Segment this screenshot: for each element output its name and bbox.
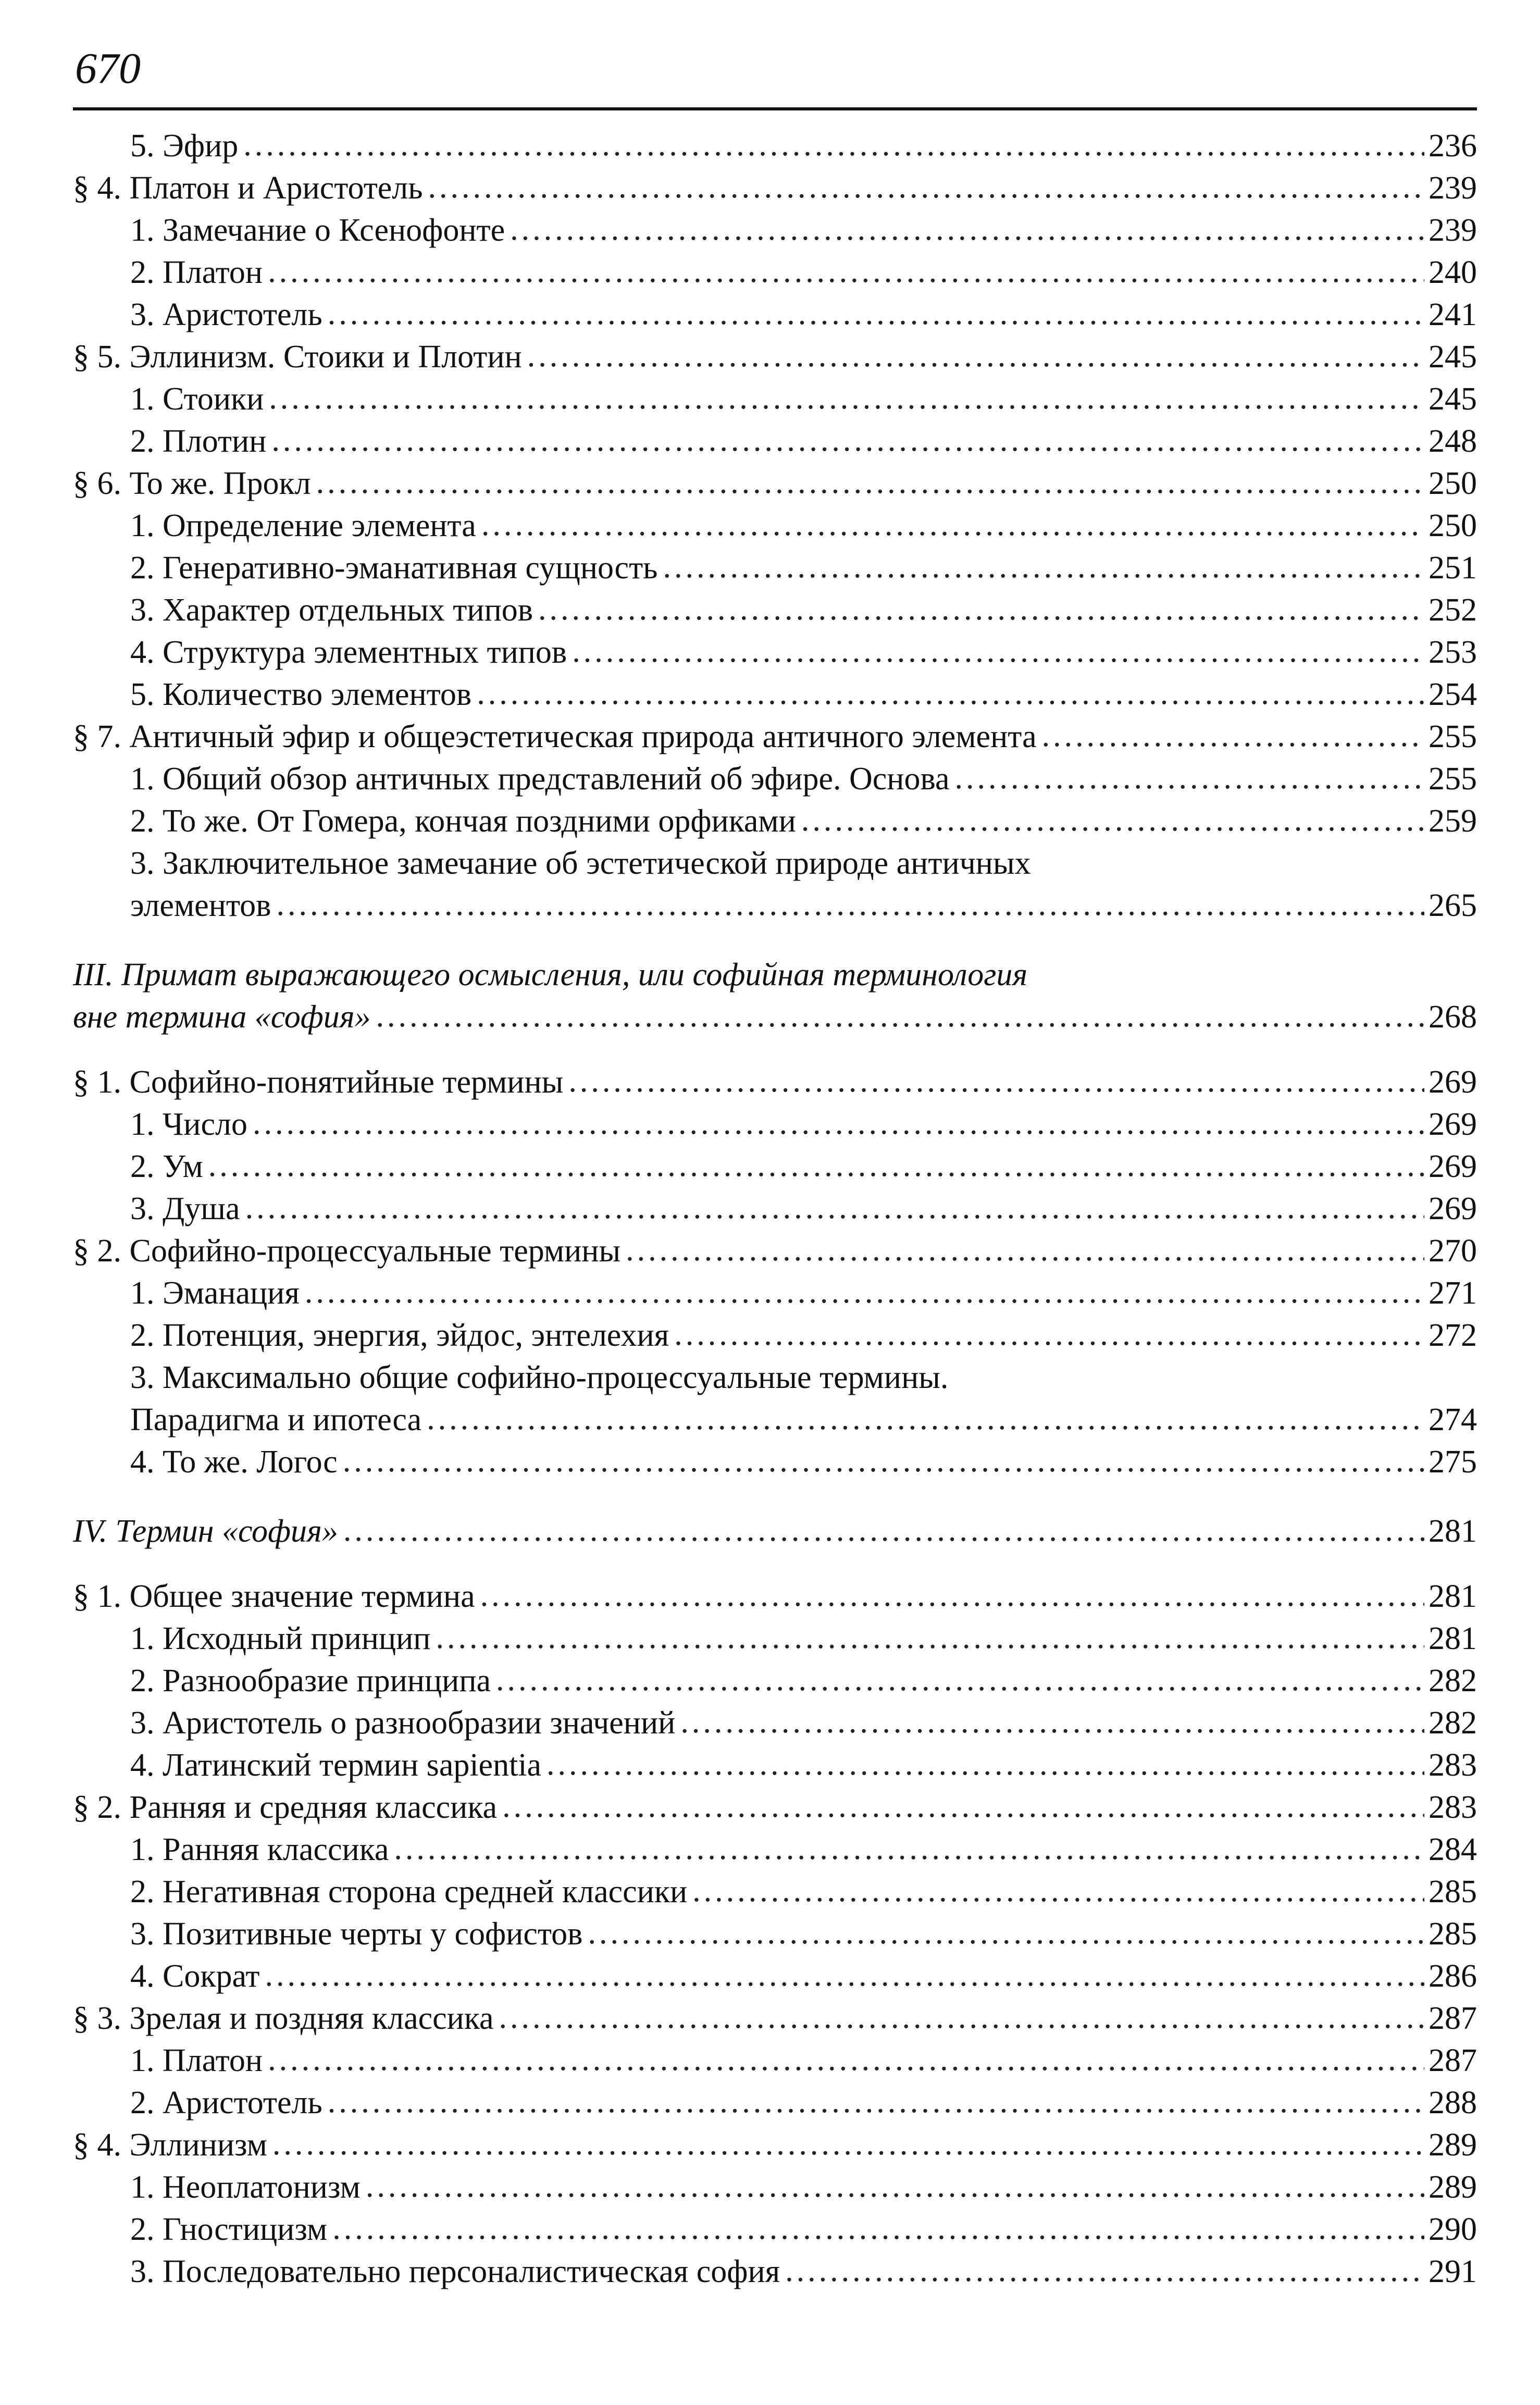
toc-page-number: 282: [1429, 1663, 1477, 1699]
toc-entry-title: 4. Латинский термин sapientia: [130, 1747, 542, 1783]
toc-subentry: [73, 294, 1477, 336]
dot-leader: [316, 462, 1424, 504]
toc-entry-title: 3. Характер отдельных типов: [130, 592, 533, 628]
toc-page-number: 281: [1429, 1579, 1477, 1614]
dot-leader: [626, 1229, 1424, 1271]
toc-subentry: [73, 505, 1477, 547]
toc-entry-title: 5. Количество элементов: [130, 677, 472, 712]
toc-paragraph-entry: [73, 1998, 1477, 2040]
dot-leader: [801, 799, 1424, 841]
toc-entry-title: 4. Сократ: [130, 1958, 260, 1994]
toc-entry-title: 2. То же. От Гомера, кончая поздними орфиками: [130, 803, 796, 839]
toc-entry-title: 1. Общий обзор античных представлений об эфире. Основа: [130, 761, 950, 797]
dot-leader: [674, 1313, 1424, 1356]
dot-leader: [588, 1912, 1424, 1954]
dot-leader: [343, 1509, 1424, 1552]
toc-paragraph-entry: [73, 167, 1477, 209]
dot-leader: [243, 124, 1424, 166]
toc-entry-title: 1. Исходный принцип: [130, 1621, 431, 1656]
toc-entry-title: 2. Аристотель: [130, 2085, 322, 2121]
toc-paragraph-entry: [73, 1061, 1477, 1104]
toc-page-number: 269: [1429, 1107, 1477, 1142]
toc-page-number: 290: [1429, 2212, 1477, 2247]
toc-subentry: [73, 1913, 1477, 1955]
toc-page-number: 283: [1429, 1790, 1477, 1825]
toc-page-number: 284: [1429, 1832, 1477, 1867]
toc-entry-title: § 1. Общее значение термина: [73, 1579, 475, 1614]
toc-entry-title: 4. То же. Логос: [130, 1444, 338, 1480]
dot-leader: [510, 208, 1424, 251]
dot-leader: [1042, 715, 1424, 757]
toc-entry-title: 1. Неоплатонизм: [130, 2170, 361, 2205]
toc-paragraph-entry: [73, 2124, 1477, 2166]
toc-entry-title: 1. Эманация: [130, 1275, 300, 1311]
dot-leader: [208, 1145, 1424, 1187]
dot-leader: [481, 504, 1424, 546]
toc-page-number: 245: [1429, 381, 1477, 417]
toc-page-number: 245: [1429, 339, 1477, 375]
toc-page-number: 253: [1429, 635, 1477, 670]
toc-page-number: 289: [1429, 2170, 1477, 2205]
toc-page-number: 268: [1429, 999, 1477, 1035]
toc-entry-title: § 4. Платон и Аристотель: [73, 170, 423, 206]
toc-entry-title: 2. Разнообразие принципа: [130, 1663, 491, 1699]
toc-entry-title: 2. Негативная сторона средней классики: [130, 1874, 688, 1910]
dot-leader: [253, 1102, 1424, 1145]
toc-paragraph-entry: [73, 1230, 1477, 1272]
toc-page-number: 282: [1429, 1705, 1477, 1741]
dot-leader: [328, 293, 1424, 335]
toc-subentry: [73, 378, 1477, 420]
toc-entry-title: 2. Платон: [130, 255, 263, 290]
toc-page-number: 281: [1429, 1514, 1477, 1549]
toc-page-number: 274: [1429, 1402, 1477, 1437]
toc-paragraph-entry: [73, 463, 1477, 505]
toc-entry-title: 3. Аристотель: [130, 297, 322, 332]
toc-subentry: [73, 1104, 1477, 1146]
toc-entry-title: 3. Последовательно персоналистическая софия: [130, 2254, 780, 2289]
toc-page-number: 285: [1429, 1874, 1477, 1910]
toc-page-number: 287: [1429, 2001, 1477, 2036]
toc-subentry: [73, 674, 1477, 716]
toc-subentry: [73, 125, 1477, 167]
toc-page-number: 259: [1429, 803, 1477, 839]
toc-page-number: 291: [1429, 2254, 1477, 2289]
dot-leader: [328, 2081, 1424, 2123]
toc-subentry: [73, 1660, 1477, 1702]
toc-paragraph-entry: [73, 336, 1477, 378]
toc-entry-title: 5. Эфир: [130, 128, 239, 164]
toc-page-number: 239: [1429, 213, 1477, 248]
toc-section: [73, 125, 1477, 927]
table-of-contents: [73, 125, 1477, 2293]
toc-page-number: 269: [1429, 1191, 1477, 1226]
toc-entry-title: 3. Аристотель о разнообразии значений: [130, 1705, 676, 1741]
toc-entry-title: Парадигма и ипотеса: [130, 1402, 422, 1437]
toc-page-number: 271: [1429, 1275, 1477, 1311]
toc-entry-title: § 7. Античный эфир и общеэстетическая природа античного элемента: [73, 719, 1037, 754]
toc-entry-title-line: 3. Максимально общие софийно-процессуальные термины.: [130, 1360, 949, 1395]
toc-subentry: [73, 1272, 1477, 1315]
toc-entry-title: 3. Позитивные черты у софистов: [130, 1916, 583, 1952]
toc-subentry: [73, 1188, 1477, 1230]
toc-page-number: 275: [1429, 1444, 1477, 1480]
toc-entry-title: 2. Ум: [130, 1149, 203, 1184]
toc-entry-title: § 4. Эллинизм: [73, 2127, 267, 2163]
toc-part-entry: [73, 954, 1477, 1038]
dot-leader: [427, 1398, 1424, 1440]
dot-leader: [785, 2250, 1424, 2292]
toc-entry-title: § 1. Софийно-понятийные термины: [73, 1064, 564, 1100]
toc-entry-title: 1. Стоики: [130, 381, 264, 417]
toc-entry-title: 2. Гностицизм: [130, 2212, 328, 2247]
toc-subentry: [73, 1702, 1477, 1744]
toc-subentry: [73, 1357, 1477, 1441]
toc-page-number: 250: [1429, 466, 1477, 501]
dot-leader: [271, 419, 1424, 462]
dot-leader: [547, 1743, 1424, 1786]
toc-paragraph-entry: [73, 1787, 1477, 1829]
toc-entry-title: элементов: [130, 888, 271, 923]
toc-page-number: 251: [1429, 550, 1477, 586]
toc-subentry: [73, 1744, 1477, 1787]
toc-subentry: [73, 547, 1477, 589]
dot-leader: [376, 995, 1424, 1037]
dot-leader: [663, 546, 1424, 588]
toc-subentry: [73, 631, 1477, 674]
toc-section: [73, 1510, 1477, 2293]
toc-section: [73, 954, 1477, 1483]
dot-leader: [680, 1701, 1424, 1743]
dot-leader: [366, 2165, 1424, 2208]
toc-page-number: 269: [1429, 1064, 1477, 1100]
toc-page-number: 272: [1429, 1318, 1477, 1353]
toc-subentry: [73, 758, 1477, 800]
toc-entry-title: § 5. Эллинизм. Стоики и Плотин: [73, 339, 522, 375]
toc-page-number: 248: [1429, 424, 1477, 459]
dot-leader: [692, 1870, 1424, 1912]
toc-entry-title: 2. Потенция, энергия, эйдос, энтелехия: [130, 1318, 669, 1353]
toc-subentry: [73, 252, 1477, 294]
toc-subentry: [73, 2251, 1477, 2293]
dot-leader: [499, 1997, 1424, 2039]
dot-leader: [332, 2208, 1424, 2250]
dot-leader: [480, 1575, 1424, 1617]
toc-subentry: [73, 1871, 1477, 1913]
dot-leader: [305, 1271, 1424, 1313]
toc-entry-title: 1. Число: [130, 1107, 247, 1142]
dot-leader: [272, 2123, 1424, 2165]
toc-page-number: 283: [1429, 1747, 1477, 1783]
book-page: [73, 44, 1477, 2293]
toc-subentry: [73, 589, 1477, 631]
toc-subentry: [73, 2166, 1477, 2209]
toc-entry-title: 2. Генеративно-эманативная сущность: [130, 550, 658, 586]
toc-entry-title: § 2. Софийно-процессуальные термины: [73, 1233, 621, 1269]
toc-page-number: 240: [1429, 255, 1477, 290]
toc-page-number: 286: [1429, 1958, 1477, 1994]
toc-page-number: 236: [1429, 128, 1477, 164]
toc-entry-title: § 3. Зрелая и поздняя классика: [73, 2001, 494, 2036]
toc-page-number: 287: [1429, 2043, 1477, 2078]
dot-leader: [954, 757, 1424, 799]
header-rule: [73, 107, 1477, 110]
toc-paragraph-entry: [73, 1576, 1477, 1618]
dot-leader: [527, 335, 1424, 377]
toc-entry-title: 4. Структура элементных типов: [130, 635, 567, 670]
toc-page-number: 254: [1429, 677, 1477, 712]
toc-subentry: [73, 2082, 1477, 2124]
toc-entry-title: 1. Платон: [130, 2043, 263, 2078]
dot-leader: [245, 1187, 1424, 1229]
dot-leader: [268, 251, 1424, 293]
toc-page-number: 285: [1429, 1916, 1477, 1952]
dot-leader: [568, 1060, 1424, 1102]
toc-page-number: 252: [1429, 592, 1477, 628]
toc-page-number: 265: [1429, 888, 1477, 923]
toc-entry-title: 1. Замечание о Ксенофонте: [130, 213, 505, 248]
toc-page-number: 269: [1429, 1149, 1477, 1184]
toc-subentry: [73, 1315, 1477, 1357]
toc-subentry: [73, 209, 1477, 252]
page-number: 670: [75, 44, 141, 93]
toc-entry-title: IV. Термин «софия»: [73, 1514, 338, 1549]
toc-page-number: 250: [1429, 508, 1477, 543]
dot-leader: [343, 1440, 1424, 1482]
toc-part-entry: [73, 1510, 1477, 1553]
toc-subentry: [73, 2209, 1477, 2251]
toc-subentry: [73, 1146, 1477, 1188]
toc-entry-title: 1. Ранняя классика: [130, 1832, 389, 1867]
toc-page-number: 281: [1429, 1621, 1477, 1656]
toc-subentry: [73, 2040, 1477, 2082]
dot-leader: [572, 630, 1424, 673]
dot-leader: [496, 1659, 1424, 1701]
dot-leader: [276, 884, 1424, 926]
toc-subentry: [73, 1955, 1477, 1998]
toc-paragraph-entry: [73, 716, 1477, 758]
toc-page-number: 255: [1429, 719, 1477, 754]
dot-leader: [428, 166, 1424, 208]
toc-entry-title: 2. Плотин: [130, 424, 267, 459]
dot-leader: [436, 1617, 1424, 1659]
toc-entry-title: § 6. То же. Прокл: [73, 466, 311, 501]
toc-subentry: [73, 842, 1477, 927]
toc-entry-title: 3. Душа: [130, 1191, 240, 1226]
toc-entry-title: вне термина «софия»: [73, 999, 371, 1035]
toc-subentry: [73, 1829, 1477, 1871]
toc-page-number: 239: [1429, 170, 1477, 206]
toc-page-number: 241: [1429, 297, 1477, 332]
dot-leader: [268, 2039, 1424, 2081]
toc-entry-title: 1. Определение элемента: [130, 508, 476, 543]
toc-subentry: [73, 800, 1477, 842]
dot-leader: [269, 377, 1424, 419]
toc-page-number: 289: [1429, 2127, 1477, 2163]
toc-subentry: [73, 1441, 1477, 1483]
dot-leader: [394, 1828, 1424, 1870]
toc-page-number: 270: [1429, 1233, 1477, 1269]
toc-page-number: 288: [1429, 2085, 1477, 2121]
toc-part-heading: [73, 1510, 1477, 1553]
toc-entry-title: § 2. Ранняя и средняя классика: [73, 1790, 498, 1825]
dot-leader: [265, 1954, 1424, 1997]
toc-subentry: [73, 420, 1477, 463]
toc-entry-title-line: III. Примат выражающего осмысления, или софийная терминология: [73, 957, 1028, 993]
toc-page-number: 255: [1429, 761, 1477, 797]
dot-leader: [477, 673, 1424, 715]
dot-leader: [538, 588, 1424, 630]
toc-part-heading: [73, 954, 1477, 1038]
toc-entry-title-line: 3. Заключительное замечание об эстетической природе античных: [130, 846, 1031, 881]
toc-subentry: [73, 1618, 1477, 1660]
dot-leader: [502, 1786, 1424, 1828]
